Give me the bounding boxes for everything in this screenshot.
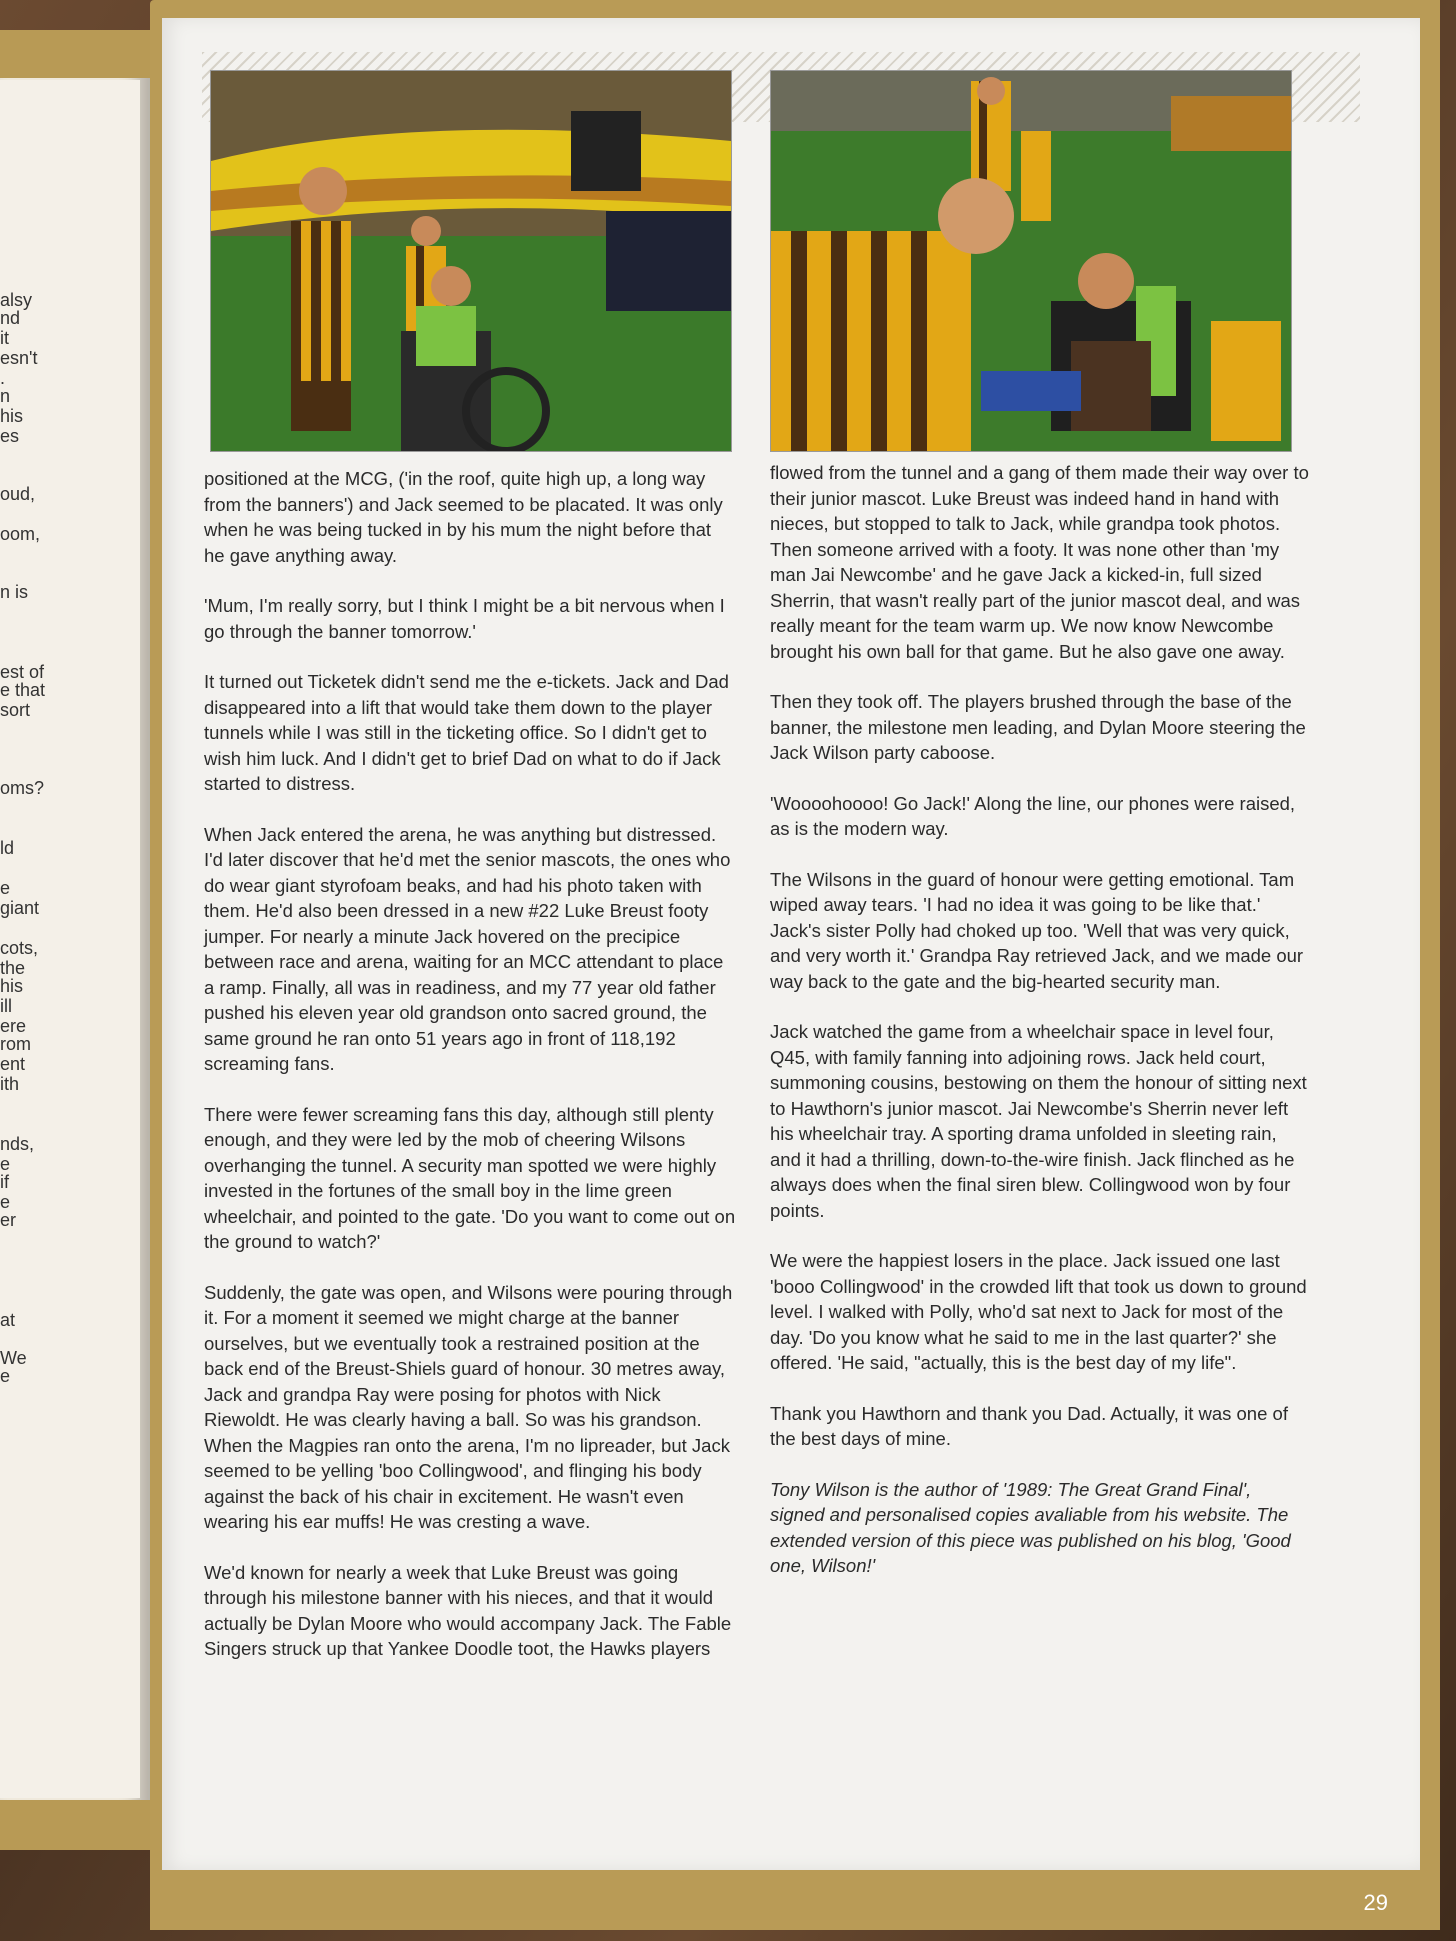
left-page-text-fragment: if <box>0 1172 9 1192</box>
left-page-text-area <box>0 80 140 1798</box>
article-column-right <box>770 460 1310 1604</box>
left-page-text-fragment: er <box>0 1210 17 1230</box>
left-page-text-fragment: it <box>0 328 9 348</box>
left-page-text-fragment: ill <box>0 996 12 1016</box>
author-bio: Tony Wilson is the author of '1989: The Great Grand Final', signed and personalised copies avaliable from his website. The extended version of this piece was published on his blog, 'Good one, Wilson!' <box>770 1478 1291 1576</box>
photo-1-illustration <box>211 71 731 451</box>
article-paragraph: There were fewer screaming fans this day, although still plenty enough, and they were led by the mob of cheering Wilsons overhanging the tunnel. A security man spotted we were highly invested in the fortunes of the small boy in the lime green wheelchair, and pointed to the gate. 'Do you want to come out on the ground to watch?' <box>204 1103 736 1252</box>
left-page-text-fragment: e <box>0 1154 11 1174</box>
left-page-text-fragment: esn't <box>0 348 38 368</box>
left-page-text-fragment: rom <box>0 1034 31 1054</box>
left-page-text-fragment: n <box>0 386 11 406</box>
article-paragraph: It turned out Ticketek didn't send me the e-tickets. Jack and Dad disappeared into a lift that would take them down to the player tunnels while I was still in the ticketing office. So I didn't get to wish him luck. And I didn't get to brief Dad on what to do if Jack started to distress. <box>204 671 729 794</box>
left-page <box>0 30 160 1850</box>
left-page-text-fragment: ere <box>0 1016 27 1036</box>
article-paragraph: The Wilsons in the guard of honour were getting emotional. Tam wiped away tears. 'I had no idea it was going to be like that.' Jack's sister Polly had choked up too. 'Well that was very quick, and very worth it.' Grandpa Ray retrieved Jack, and we made our way back to the gate and the big-hearted security man. <box>770 868 1304 992</box>
left-page-text-fragment: ld <box>0 838 15 858</box>
article-paragraph: When Jack entered the arena, he was anything but distressed. I'd later discover that he'd met the senior mascots, the ones who do wear giant styrofoam beaks, and had his photo taken with them. He'd also been dressed in a new #22 Luke Breust footy jumper. For nearly a minute Jack hovered on the precipice between race and arena, waiting for an MCC attendant to place a ramp. Finally, all was in readiness, and my 77 year old father pushed his eleven year old grandson onto sacred ground, the same ground he ran onto 51 years ago in front of 118,192 screaming fans. <box>204 823 731 1074</box>
photo-2-illustration <box>771 71 1291 451</box>
left-page-text-fragment: n is <box>0 582 29 602</box>
left-page-gold-border-bottom <box>0 1800 150 1850</box>
page-paper <box>162 18 1420 1870</box>
photo-players-banner <box>210 70 732 452</box>
left-page-text-fragment: oud, <box>0 484 36 504</box>
left-page-gold-border-top <box>0 30 150 78</box>
article-column-left <box>204 466 736 1687</box>
left-page-text-fragment: his <box>0 976 24 996</box>
left-page-text-fragment: e <box>0 1366 11 1386</box>
left-page-text-fragment: cots, <box>0 938 39 958</box>
left-page-text-fragment: giant <box>0 898 40 918</box>
page-number: 29 <box>1363 1890 1388 1915</box>
article-paragraph: positioned at the MCG, ('in the roof, quite high up, a long way from the banners') and Jack seemed to be placated. It was only when he was being tucked in by his mum the night before that he gave anything away. <box>204 468 723 566</box>
left-page-text-fragment: sort <box>0 700 31 720</box>
left-page-text-fragment: nds, <box>0 1134 35 1154</box>
left-page-text-fragment: e <box>0 878 11 898</box>
left-page-text-fragment: ith <box>0 1074 20 1094</box>
left-page-text-fragment: ent <box>0 1054 26 1074</box>
left-page-text-fragment: est of <box>0 662 45 682</box>
article-paragraph: 'Mum, I'm really sorry, but I think I might be a bit nervous when I go through the banner tomorrow.' <box>204 595 725 642</box>
article-paragraph: Jack watched the game from a wheelchair space in level four, Q45, with family fanning into adjoining rows. Jack held court, summoning cousins, bestowing on them the honour of sitting next to Hawthorn's junior mascot. Jai Newcombe's Sherrin never left his wheelchair tray. A sporting drama unfolded in sleeting rain, and it had a thrilling, down-to-the-wire finish. Jack flinched as he always does when the final siren blew. Collingwood won by four points. <box>770 1021 1307 1221</box>
left-page-text-fragment: We <box>0 1348 27 1368</box>
left-page-text-fragment: nd <box>0 308 21 328</box>
left-page-text-fragment: oom, <box>0 524 41 544</box>
article-paragraph: Thank you Hawthorn and thank you Dad. Actually, it was one of the best days of mine. <box>770 1402 1288 1449</box>
left-page-text-fragment: alsy <box>0 290 33 310</box>
magazine-page <box>150 0 1440 1930</box>
left-page-text-fragment: at <box>0 1310 16 1330</box>
article-paragraph: flowed from the tunnel and a gang of them made their way over to their junior mascot. Luke Breust was indeed hand in hand with nieces, but stopped to talk to Jack, while grandpa took photos. Then someone arrived with a footy. It was none other than 'my man Jai Newcombe' and he gave Jack a kicked-in, full sized Sherrin, that wasn't really part of the junior mascot deal, and was really meant for the team warm up. We now know Newcombe brought his own ball for that game. But he also gave one away. <box>770 462 1309 662</box>
left-page-text-fragment: his <box>0 406 24 426</box>
left-page-text-fragment: es <box>0 426 20 446</box>
left-page-text-fragment: e that <box>0 680 46 700</box>
article-paragraph: Then they took off. The players brushed through the base of the banner, the milestone men leading, and Dylan Moore steering the Jack Wilson party caboose. <box>770 691 1306 763</box>
left-page-text-fragment: oms? <box>0 778 45 798</box>
left-page-text-fragment: e <box>0 1192 11 1212</box>
photo-player-with-jack <box>770 70 1292 452</box>
article-paragraph: We'd known for nearly a week that Luke Breust was going through his milestone banner with his nieces, and that it would actually be Dylan Moore who would accompany Jack. The Fable Singers struck up that Yankee Doodle toot, the Hawks players <box>204 1561 732 1659</box>
article-paragraph: 'Woooohoooo! Go Jack!' Along the line, our phones were raised, as is the modern way. <box>770 792 1296 839</box>
left-page-text-fragment: the <box>0 958 26 978</box>
left-page-text-fragment: . <box>0 368 6 388</box>
article-paragraph: We were the happiest losers in the place. Jack issued one last 'booo Collingwood' in the crowded lift that took us down to ground level. I walked with Polly, who'd sat next to Jack for most of the day. 'Do you know what he said to me in the last quarter?' she offered. 'He said, "actually, this is the best day of my life". <box>770 1250 1307 1373</box>
article-paragraph: Suddenly, the gate was open, and Wilsons were pouring through it. For a moment it seemed we might charge at the banner ourselves, but we eventually took a restrained position at the back end of the Breust-Shiels guard of honour. 30 metres away, Jack and grandpa Ray were posing for photos with Nick Riewoldt. He was clearly having a ball. So was his grandson. When the Magpies ran onto the arena, I'm no lipreader, but Jack seemed to be yelling 'boo Collingwood', and flinging his body against the back of his chair in excitement. He wasn't even wearing his ear muffs! He was cresting a wave. <box>204 1281 733 1532</box>
